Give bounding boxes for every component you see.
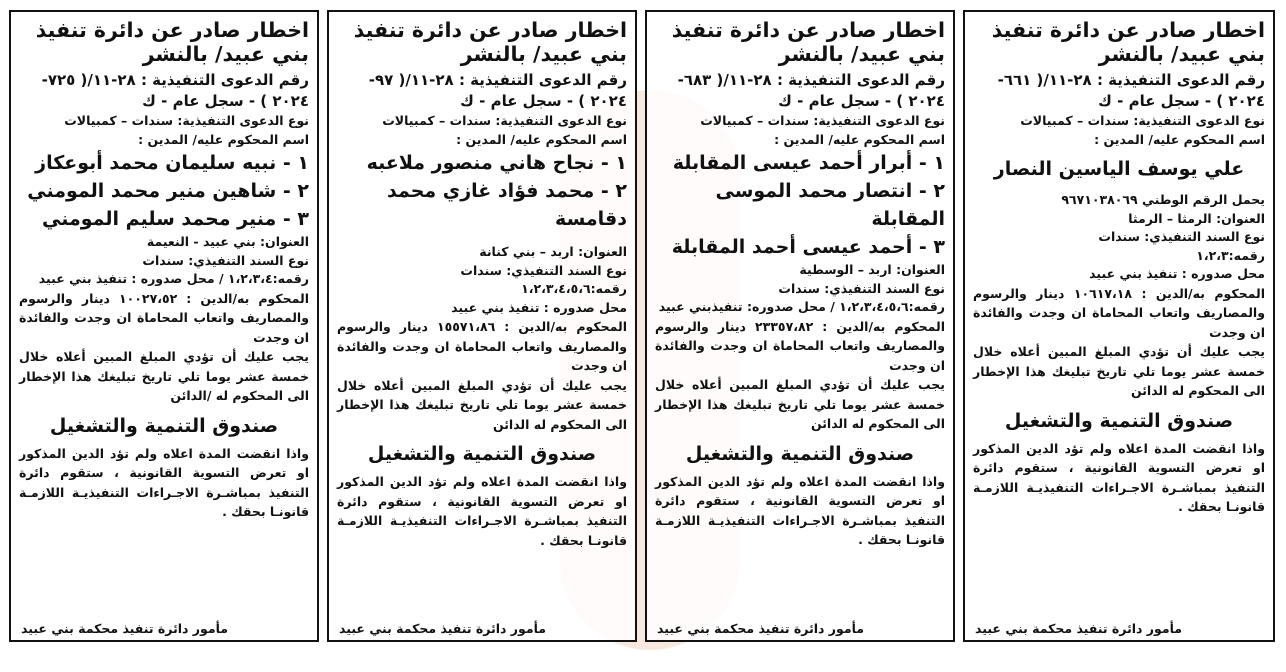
case-type: نوع الدعوى التنفيذية: سندات – كمبيالات (1020, 113, 1265, 128)
bond-type: نوع السند التنفيذي: سندات (778, 280, 945, 296)
officer-signature: مأمور دائرة تنفيذ محكمة بني عبيد (975, 621, 1183, 636)
debtor-name: ٣ - منير محمد سليم المومني (42, 208, 309, 230)
notice-card-1 (963, 10, 1275, 642)
issue-place: محل صدوره : تنفيذ بني عبيد (1089, 266, 1265, 281)
bond-number: رقمه:١،٢،٣،٤ / محل صدوره : تنفيذ بني عبيد (38, 271, 309, 286)
bond-number: رقمه:١،٢،٣ (1196, 247, 1265, 263)
notice-title: اخطار صادر عن دائرة تنفيذ بني عبيد/ بالنشر (353, 18, 627, 66)
amount-text: المحكوم به/الدين : ١٠٦١٧،١٨ دينار والرسوم والمصاريف واتعاب المحاماة ان وجدت والفائدة ان وجدت (973, 285, 1265, 340)
creditor-name: صندوق التنمية والتشغيل (1004, 409, 1234, 432)
warning-text: واذا انقضت المدة اعلاه ولم تؤد الدين المذكور او تعرض التسوية القانونية ، ستقوم دائرة التنفيذ بمباشـرة الاجـراءات التنفيذيـة اللازمـة قانونـا بحقك . (19, 445, 309, 519)
notice-card-3 (327, 10, 637, 642)
instruction-text: يجب عليك أن تؤدي المبلغ المبين أعلاه خلال خمسة عشر يوما تلي تاريخ تبليغك هذا الإخطار الى المحكوم له /الدائن (19, 349, 309, 403)
national-id: يحمل الرقم الوطني ٩٦٧١٠٣٨٠٦٩ (1061, 192, 1265, 207)
officer-signature: مأمور دائرة تنفيذ محكمة بني عبيد (657, 621, 865, 636)
case-type: نوع الدعوى التنفيذية: سندات – كمبيالات (700, 113, 945, 128)
warning-text: واذا انقضت المدة اعلاه ولم تؤد الدين المذكور او تعرض التسوية القانونية ، ستقوم دائرة التنفيذ بمباشـرة الاجـراءات التنفيذيـة اللازمـة قانونـا بحقك . (973, 440, 1265, 514)
address: العنوان: اربد – بني كنانة (479, 244, 627, 259)
amount-text: المحكوم به/الدين : ١٥٥٧١،٨٦ دينار والرسوم والمصاريف واتعاب المحاماة ان وجدت والفائدة ان وجدت (337, 319, 628, 373)
debtor-label: اسم المحكوم عليه/ المدين : (1094, 131, 1265, 147)
debtor-label: اسم المحكوم عليه/ المدين : (138, 131, 309, 147)
case-number: رقم الدعوى التنفيذية : ٢٨-١١/( ٩٧- ٢٠٢٤ ) - سجل عام - ك (368, 71, 627, 110)
debtor-name: ٢ - انتصار محمد الموسى المقابلة (715, 180, 945, 230)
case-number: رقم الدعوى التنفيذية : ٢٨-١١/( ٧٢٥- ٢٠٢٤ ) - سجل عام - ك (41, 71, 309, 110)
case-number: رقم الدعوى التنفيذية : ٢٨-١١/( ٦٨٣- ٢٠٢٤ ) - سجل عام - ك (677, 71, 945, 110)
warning-text: واذا انقضت المدة اعلاه ولم تؤد الدين المذكور او تعرض التسوية القانونية ، ستقوم دائرة التنفيذ بمباشـرة الاجـراءات التنفيذيـة اللازمـة قانونـا بحقك . (655, 473, 945, 547)
bond-type: نوع السند التنفيذي: سندات (142, 252, 309, 268)
debtor-name: ٢ - شاهين منير محمد المومني (27, 180, 309, 202)
notice-title: اخطار صادر عن دائرة تنفيذ بني عبيد/ بالنشر (35, 18, 309, 66)
case-type: نوع الدعوى التنفيذية: سندات – كمبيالات (64, 113, 309, 128)
bond-type: نوع السند التنفيذي: سندات (1098, 229, 1265, 244)
notice-card-2 (645, 10, 955, 642)
amount-text: المحكوم به/الدين : ٢٣٣٥٧،٨٢ دينار والرسوم والمصاريف واتعاب المحاماة ان وجدت والفائدة ان وجدت (655, 318, 946, 373)
bond-number: رقمه:١،٢،٣،٤،٥،٦ (521, 281, 627, 296)
amount-text: المحكوم به/الدين : ١٠٠٢٧،٥٢ دينار والرسوم والمصاريف واتعاب المحاماة ان وجدت والفائدة ان وجدت (19, 290, 310, 345)
instruction-text: يجب عليك أن تؤدي المبلغ المبين أعلاه خلال خمسة عشر يوما تلي تاريخ تبليغك هذا الإخطار الى المحكوم له الدائن (655, 377, 945, 431)
address: العنوان: الرمثا – الرمثا (1128, 210, 1265, 226)
address: العنوان: اربد – الوسطية (799, 262, 945, 277)
debtor-label: اسم المحكوم عليه/ المدين : (774, 131, 945, 147)
notice-title: اخطار صادر عن دائرة تنفيذ بني عبيد/ بالنشر (991, 18, 1265, 66)
debtor-name: ١ - نجاح هاني منصور ملاعبه (366, 152, 627, 174)
debtor-label: اسم المحكوم عليه/ المدين : (456, 131, 627, 147)
warning-text: واذا انقضت المدة اعلاه ولم تؤد الدين المذكور او تعرض التسوية القانونية ، ستقوم دائرة التنفيذ بمباشـرة الاجـراءات التنفيذيـة اللازمـة قانونـا بحقك . (337, 474, 627, 548)
instruction-text: يجب عليك أن تؤدي المبلغ المبين أعلاه خلال خمسة عشر يوما تلي تاريخ تبليغك هذا الإخطار الى المحكوم له الدائن (973, 344, 1265, 398)
bond-number: رقمه:١،٢،٣،٤،٥،٦ / محل صدوره: تنفيذبني عبيد (658, 299, 945, 314)
notice-card-4 (9, 10, 319, 642)
debtor-name: ١ - أبرار أحمد عيسى المقابلة (672, 152, 945, 174)
debtor-name: ٣ - أحمد عيسى أحمد المقابلة (671, 236, 945, 258)
case-number: رقم الدعوى التنفيذية : ٢٨-١١/( ٦٦١- ٢٠٢٤ ) - سجل عام - ك (997, 71, 1265, 110)
address: العنوان: بني عبيد - النعيمة (146, 234, 309, 249)
officer-signature: مأمور دائرة تنفيذ محكمة بني عبيد (21, 621, 229, 636)
bond-type: نوع السند التنفيذي: سندات (460, 262, 627, 278)
debtor-name: ٢ - محمد فؤاد غازي محمد دقامسة (387, 180, 627, 230)
case-type: نوع الدعوى التنفيذية: سندات – كمبيالات (382, 113, 627, 128)
debtor-name: علي يوسف الياسين النصار (993, 158, 1245, 180)
instruction-text: يجب عليك أن تؤدي المبلغ المبين أعلاه خلال خمسة عشر يوما تلي تاريخ تبليغك هذا الإخطار الى المحكوم له الدائن (337, 377, 627, 432)
creditor-name: صندوق التنمية والتشغيل (367, 443, 597, 465)
officer-signature: مأمور دائرة تنفيذ محكمة بني عبيد (339, 621, 547, 636)
creditor-name: صندوق التنمية والتشغيل (685, 442, 915, 465)
notice-title: اخطار صادر عن دائرة تنفيذ بني عبيد/ بالنشر (671, 18, 945, 66)
creditor-name: صندوق التنمية والتشغيل (49, 414, 279, 437)
issue-place: محل صدوره : تنفيذ بني عبيد (451, 299, 627, 315)
debtor-name: ١ - نبيه سليمان محمد أبوعكاز (35, 152, 309, 174)
